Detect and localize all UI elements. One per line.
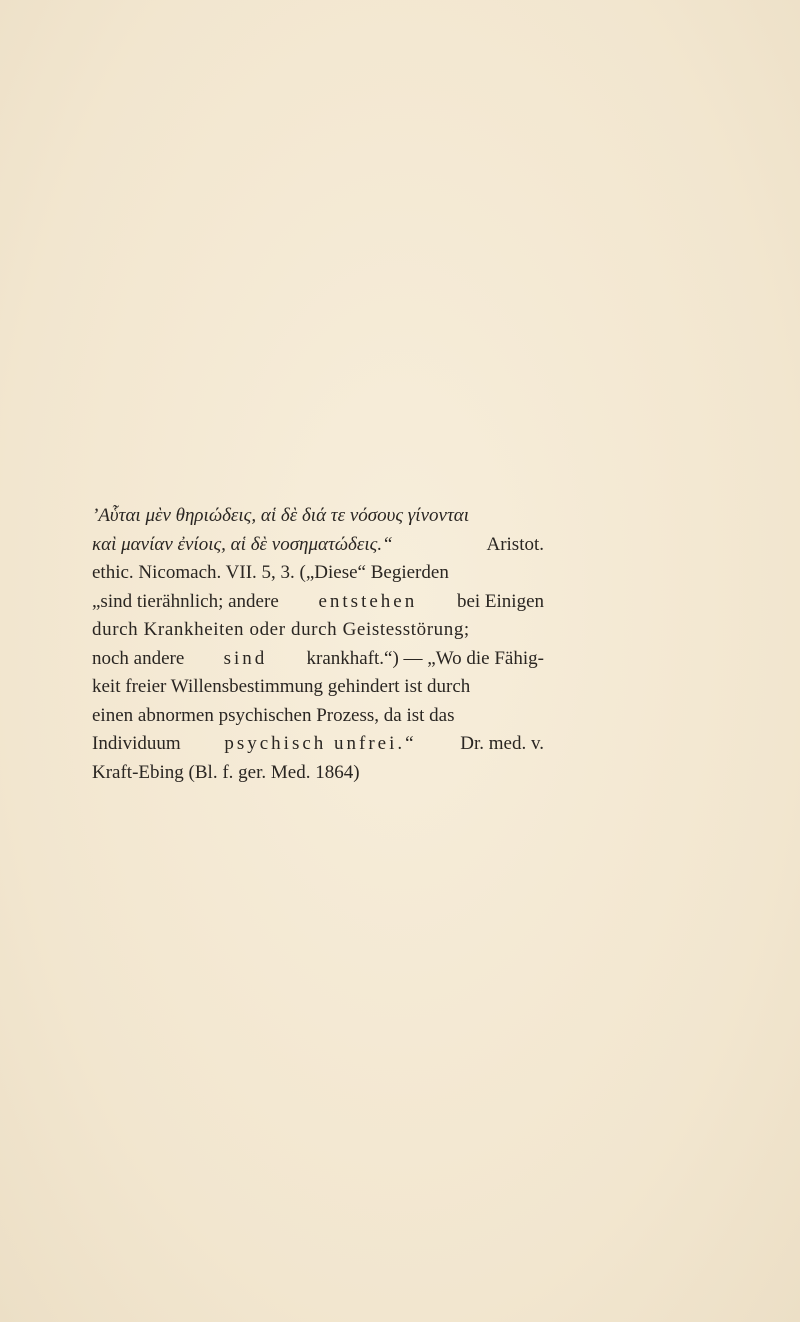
- author-reference: Aristot.: [486, 533, 544, 555]
- greek-text: ʼΑὗται μὲν θηριώδεις, αἱ δὲ διά τε νόσους γίνονται: [92, 505, 469, 526]
- epigraph-line-6: [92, 645, 544, 674]
- epigraph-line-2: [92, 531, 544, 560]
- line-text: durch Krankheiten oder durch Geistesstörung;: [92, 619, 470, 640]
- epigraph-line-10: [92, 759, 544, 788]
- line-text: bei Einigen: [456, 590, 544, 612]
- greek-text: καὶ μανίαν ἐνίοις, αἱ δὲ νοσηματώδεις.“: [92, 533, 393, 555]
- epigraph-line-7: [92, 673, 544, 702]
- line-text: krankhaft.“) — „Wo die Fähig-: [306, 647, 544, 669]
- epigraph-line-3: [92, 559, 544, 588]
- emphasized-text: entstehen: [318, 590, 418, 612]
- line-text: „sind tierähnlich; andere: [92, 590, 279, 612]
- epigraph-line-9: [92, 730, 544, 759]
- line-text: keit freier Willensbestimmung gehindert ist durch: [92, 676, 471, 697]
- citation-text: Kraft-Ebing (Bl. f. ger. Med. 1864): [92, 761, 360, 783]
- epigraph-line-1: [92, 502, 544, 531]
- epigraph-line-5: [92, 616, 544, 645]
- emphasized-text: psychisch unfrei.“: [224, 733, 417, 754]
- epigraph-quote: [92, 502, 544, 787]
- line-text: Individuum: [92, 733, 181, 754]
- line-text: ethic. Nicomach. VII. 5, 3. („Diese“ Begierden: [92, 562, 449, 583]
- line-text: noch andere: [92, 647, 185, 669]
- epigraph-line-8: [92, 702, 544, 731]
- line-text: Dr. med. v.: [460, 733, 544, 754]
- line-text: einen abnormen psychischen Prozess, da ist das: [92, 704, 455, 726]
- epigraph-line-4: [92, 588, 544, 617]
- emphasized-text: sind: [223, 647, 268, 669]
